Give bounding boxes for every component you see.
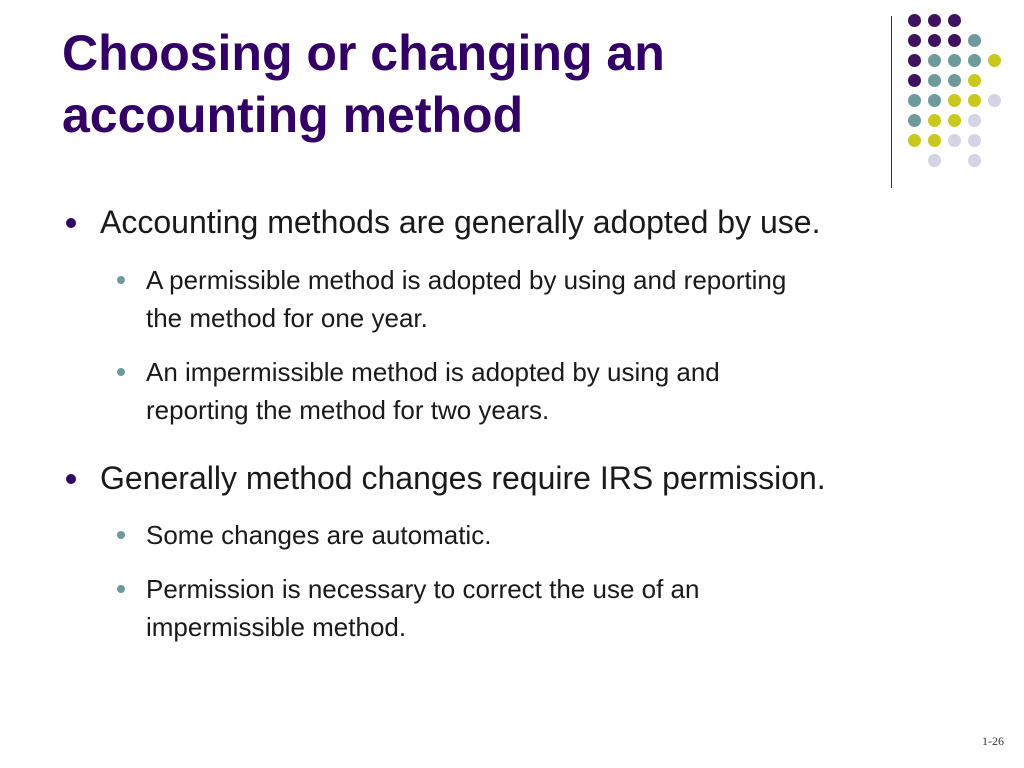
sub-bullet-marker: [117, 585, 125, 593]
sub-bullet-marker: [117, 531, 125, 539]
sub-bullet-item: [146, 353, 936, 429]
sub-bullet-item: [146, 570, 936, 646]
sub-bullet-line: A permissible method is adopted by using and reporting: [146, 265, 787, 295]
sub-bullet-line: Some changes are automatic.: [146, 520, 492, 550]
sub-bullet-line: An impermissible method is adopted by using and: [146, 357, 720, 387]
page-number: 1-26: [982, 734, 1004, 748]
sub-bullet-item: [146, 516, 936, 554]
sub-bullet-marker: [117, 276, 125, 284]
sub-bullet-line: Permission is necessary to correct the use of an: [146, 574, 700, 604]
bullet-marker: [66, 474, 76, 484]
bullet-item: Generally method changes require IRS permission.: [100, 460, 826, 496]
sub-bullet-line: impermissible method.: [146, 612, 407, 642]
sub-bullet-line: the method for one year.: [146, 303, 428, 333]
bullet-marker: [66, 218, 76, 228]
sub-bullet-item: [146, 261, 936, 337]
bullet-item: Accounting methods are generally adopted by use.: [100, 204, 821, 240]
title-line-1: Choosing or changing an: [62, 25, 665, 81]
title-line-2: accounting method: [62, 87, 524, 143]
sub-bullet-line: reporting the method for two years.: [146, 395, 550, 425]
sub-bullet-marker: [117, 368, 125, 376]
